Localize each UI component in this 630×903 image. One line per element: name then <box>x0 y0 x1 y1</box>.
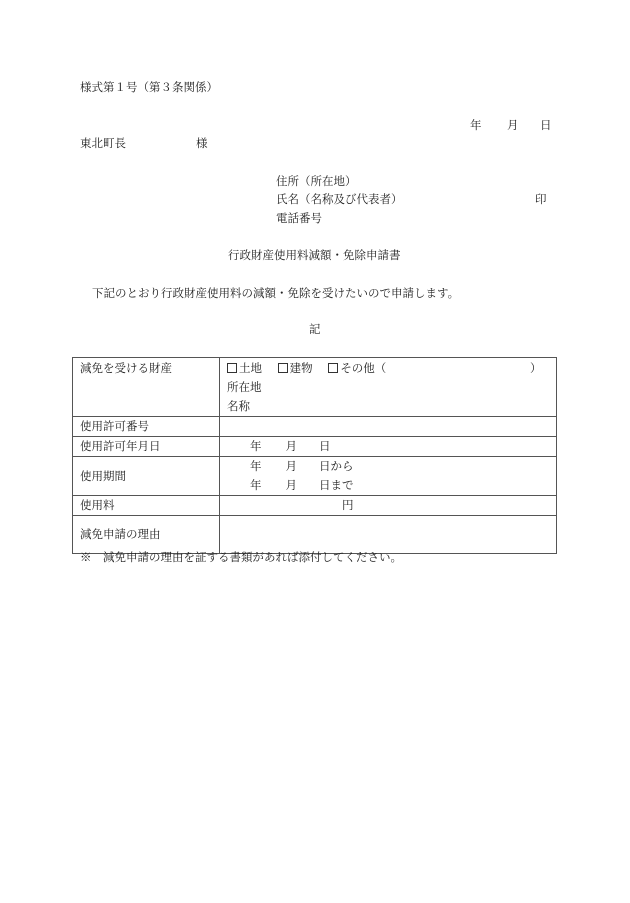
yen-unit: 円 <box>342 498 354 512</box>
period-from: 日から <box>319 459 354 473</box>
period-field[interactable] <box>220 457 557 496</box>
body-text: 下記のとおり行政財産使用料の減額・免除を受けたいので申請します。 <box>92 286 460 300</box>
reason-field[interactable] <box>220 516 557 554</box>
checkbox-building[interactable] <box>278 363 288 373</box>
date-year: 年 <box>470 118 482 132</box>
option-building-label: 建物 <box>289 361 313 375</box>
addressee-honorific: 様 <box>196 136 208 150</box>
addressee-name: 東北町長 <box>80 136 126 150</box>
name-label: 名称 <box>227 399 250 413</box>
checkbox-land[interactable] <box>227 363 237 373</box>
period-until-year: 年 <box>250 478 262 492</box>
checkbox-other[interactable] <box>328 363 338 373</box>
applicant-address-label: 住所（所在地） <box>276 174 357 188</box>
seal-mark: 印 <box>535 192 547 206</box>
period-from-month: 月 <box>285 459 297 473</box>
document-title: 行政財産使用料減額・免除申請書 <box>228 248 401 262</box>
period-until-month: 月 <box>285 478 297 492</box>
period-from-year: 年 <box>250 459 262 473</box>
permit-date-label: 使用許可年月日 <box>73 437 220 457</box>
property-label: 減免を受ける財産 <box>73 358 220 417</box>
permit-number-label: 使用許可番号 <box>73 417 220 437</box>
form-number: 様式第１号（第３条関係） <box>80 80 218 94</box>
location-label: 所在地 <box>227 380 262 394</box>
applicant-name-label: 氏名（名称及び代表者） <box>276 192 403 206</box>
ki-heading: 記 <box>309 322 321 336</box>
applicant-phone-label: 電話番号 <box>276 211 322 225</box>
fee-field[interactable] <box>220 496 557 516</box>
permit-month: 月 <box>285 439 297 453</box>
period-until: 日まで <box>319 478 354 492</box>
attachment-note: ※ 減免申請の理由を証する書類があれば添付してください。 <box>80 550 402 564</box>
option-land-label: 土地 <box>239 361 262 375</box>
application-table <box>72 357 557 554</box>
option-other-close: ） <box>529 361 542 375</box>
fee-label: 使用料 <box>73 496 220 516</box>
date-month: 月 <box>507 118 519 132</box>
reason-label: 減免申請の理由 <box>73 516 220 554</box>
period-label: 使用期間 <box>73 457 220 496</box>
property-cell <box>220 358 557 417</box>
permit-day: 日 <box>319 439 331 453</box>
permit-year: 年 <box>250 439 262 453</box>
permit-date-field[interactable] <box>220 437 557 457</box>
permit-number-field[interactable] <box>220 417 557 437</box>
option-other-label: その他（ <box>340 361 387 375</box>
date-day: 日 <box>540 118 552 132</box>
